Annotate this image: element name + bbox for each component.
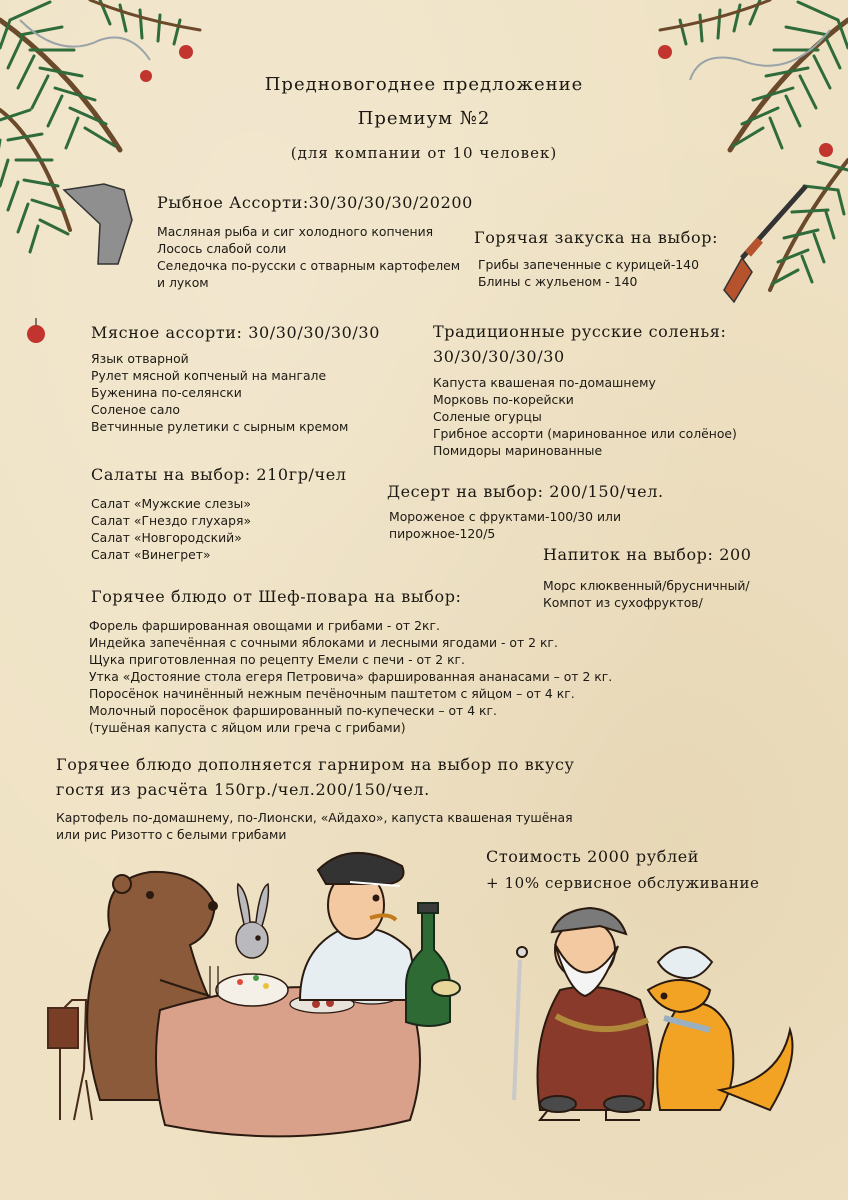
- list-item: Салат «Новгородский»: [91, 530, 242, 545]
- garnish-section-title: Горячее блюдо дополняется гарниром на выбор по вкусу: [56, 755, 575, 774]
- ornament-icon: [658, 45, 672, 59]
- list-item: Блины с жульеном - 140: [478, 274, 638, 289]
- list-item: Язык отварной: [91, 351, 189, 366]
- garnish-items-list: [56, 809, 573, 843]
- hot-dish-section-title: Горячее блюдо от Шеф-повара на выбор:: [91, 587, 462, 606]
- list-item: Морковь по-корейски: [433, 392, 574, 407]
- list-item: пирожное-120/5: [389, 526, 496, 541]
- list-item: Утка «Достояние стола егеря Петровича» фаршированная ананасами – от 2 кг.: [89, 669, 613, 684]
- price-service-fee: + 10% сервисное обслуживание: [486, 874, 760, 892]
- hot-snack-section-title: Горячая закуска на выбор:: [474, 228, 719, 247]
- list-item: Буженина по-селянски: [91, 385, 242, 400]
- hare-icon: [236, 884, 268, 958]
- list-item: Ветчинные рулетики с сырным кремом: [91, 419, 349, 434]
- list-item: Помидоры маринованные: [433, 443, 603, 458]
- salads-items-list: [91, 495, 251, 563]
- list-item: (тушёная капуста с яйцом или греча с грибами): [89, 720, 406, 735]
- list-item: Щука приготовленная по рецепту Емели с печи - от 2 кг.: [89, 652, 465, 667]
- list-item: и луком: [157, 275, 209, 290]
- list-item: Грибное ассорти (маринованное или солёное): [433, 426, 737, 441]
- drink-section-title: Напиток на выбор: 200: [543, 545, 752, 564]
- dessert-items-list: [389, 508, 621, 542]
- list-item: Рулет мясной копченый на мангале: [91, 368, 327, 383]
- pickles-section-portions: 30/30/30/30/30: [433, 347, 565, 366]
- hot-dish-items-list: [89, 617, 612, 736]
- list-item: Салат «Мужские слезы»: [91, 496, 251, 511]
- page-subtitle: Премиум №2: [357, 108, 491, 129]
- hot-snack-items-list: [478, 256, 699, 290]
- fish-items-list: [157, 223, 460, 291]
- list-item: или рис Ризотто с белыми грибами: [56, 827, 287, 842]
- price-total: Стоимость 2000 рублей: [486, 847, 700, 866]
- list-item: Салат «Винегрет»: [91, 547, 211, 562]
- list-item: Лосось слабой соли: [157, 241, 287, 256]
- list-item: Соленое сало: [91, 402, 180, 417]
- ornament-icon: [27, 325, 45, 343]
- list-item: Капуста квашеная по-домашнему: [433, 375, 656, 390]
- list-item: Мороженое с фруктами-100/30 или: [389, 509, 622, 524]
- list-item: Соленые огурцы: [433, 409, 542, 424]
- page-note: (для компании от 10 человек): [290, 144, 558, 162]
- meat-section-title: Мясное ассорти: 30/30/30/30/30: [91, 323, 380, 342]
- page-title: Предновогоднее предложение: [264, 74, 584, 95]
- captain-icon: [300, 853, 420, 1000]
- list-item: Грибы запеченные с курицей-140: [478, 257, 699, 272]
- list-item: Масляная рыба и сиг холодного копчения: [157, 224, 434, 239]
- salads-section-title: Салаты на выбор: 210гр/чел: [91, 465, 347, 484]
- list-item: Компот из сухофруктов/: [543, 595, 703, 610]
- drink-items-list: [543, 577, 750, 611]
- list-item: Картофель по-домашнему, по-Лионски, «Айдахо», капуста квашеная тушёная: [56, 810, 573, 825]
- list-item: Индейка запечённая с сочными яблоками и лесными ягодами - от 2 кг.: [89, 635, 558, 650]
- list-item: Форель фаршированная овощами и грибами - от 2кг.: [89, 618, 440, 633]
- list-item: Молочный поросёнок фаршированный по-купечески – от 4 кг.: [89, 703, 497, 718]
- hanging-sock-icon: [64, 184, 132, 264]
- fish-section-title: Рыбное Ассорти:30/30/30/30/20200: [157, 193, 473, 212]
- list-item: Салат «Гнездо глухаря»: [91, 513, 252, 528]
- list-item: Поросёнок начинённый нежным печёночным паштетом с яйцом – от 4 кг.: [89, 686, 575, 701]
- chair-icon: [48, 1000, 92, 1120]
- meat-items-list: [91, 350, 348, 435]
- list-item: Селедочка по-русски с отварным картофелем: [157, 258, 461, 273]
- fox-icon: [648, 947, 793, 1110]
- bottle-icon: [406, 903, 460, 1026]
- garnish-section-portions: гостя из расчёта 150гр./чел.200/150/чел.: [56, 780, 430, 799]
- old-man-icon: [514, 908, 653, 1120]
- list-item: Морс клюквенный/брусничный/: [543, 578, 750, 593]
- ornament-icon: [179, 45, 193, 59]
- pickles-section-title: Традиционные русские соленья:: [433, 322, 727, 341]
- pickles-items-list: [433, 374, 737, 459]
- dessert-section-title: Десерт на выбор: 200/150/чел.: [387, 482, 664, 501]
